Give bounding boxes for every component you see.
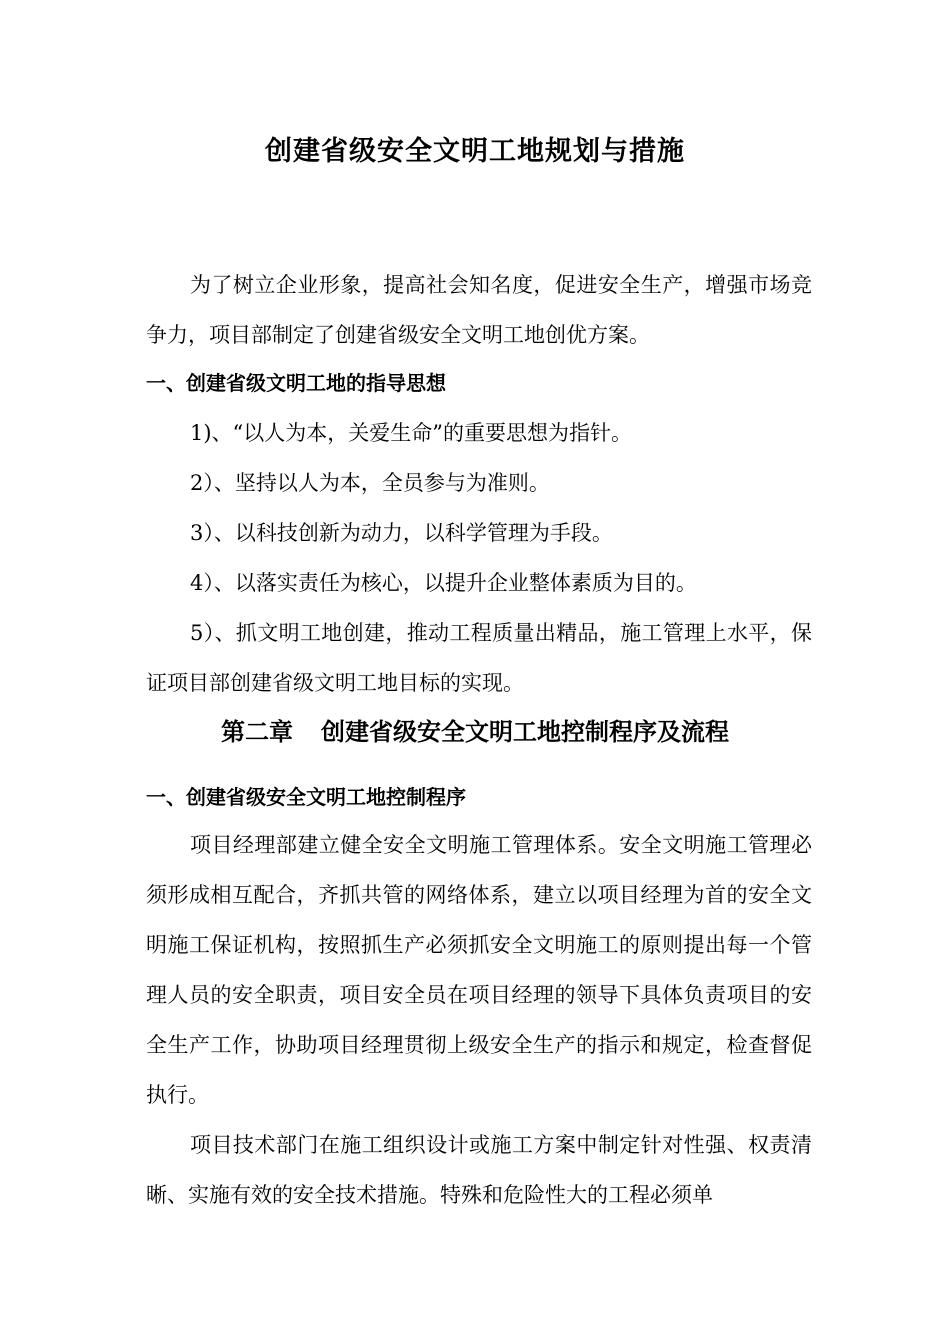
- list-item: 1)、“以人为本，关爱生命”的重要思想为指针。: [190, 421, 633, 445]
- list-item: 2）、坚持以人为本，全员参与为准则。: [190, 471, 550, 495]
- chapter-label: 第二章: [221, 718, 293, 746]
- section-heading-control-procedure: 一、创建省级安全文明工地控制程序: [146, 785, 466, 809]
- section-heading-guiding-principles: 一、创建省级文明工地的指导思想: [146, 371, 446, 395]
- list-item: 4）、以落实责任为核心，以提升企业整体素质为目的。: [190, 571, 697, 595]
- chapter-title: 创建省级安全文明工地控制程序及流程: [321, 718, 729, 746]
- body-paragraph: 项目经理部建立健全安全文明施工管理体系。安全文明施工管理必须形成相互配合，齐抓共管的网络体系，建立以项目经理为首的安全文明施工保证机构，按照抓生产必须抓安全文明施工的原则提出每一个管理人员的安全职责，项目安全员在项目经理的领导下具体负责项目的安全生产工作，协助项目经理贯彻上级安全生产的指示和规定，检查督促执行。: [146, 833, 812, 1107]
- chapter-heading: [0, 714, 950, 750]
- list-item: 5）、抓文明工地创建，推动工程质量出精品，施工管理上水平，保证项目部创建省级文明工地目标的实现。: [146, 621, 812, 695]
- document-title: 创建省级安全文明工地规划与措施: [265, 136, 685, 167]
- body-paragraph: 项目技术部门在施工组织设计或施工方案中制定针对性强、权责清晰、实施有效的安全技术措施。特殊和危险性大的工程必须单: [146, 1133, 812, 1207]
- list-item: 3）、以科技创新为动力，以科学管理为手段。: [190, 521, 613, 545]
- intro-paragraph: 为了树立企业形象，提高社会知名度，促进安全生产，增强市场竞争力，项目部制定了创建省级安全文明工地创优方案。: [146, 273, 812, 347]
